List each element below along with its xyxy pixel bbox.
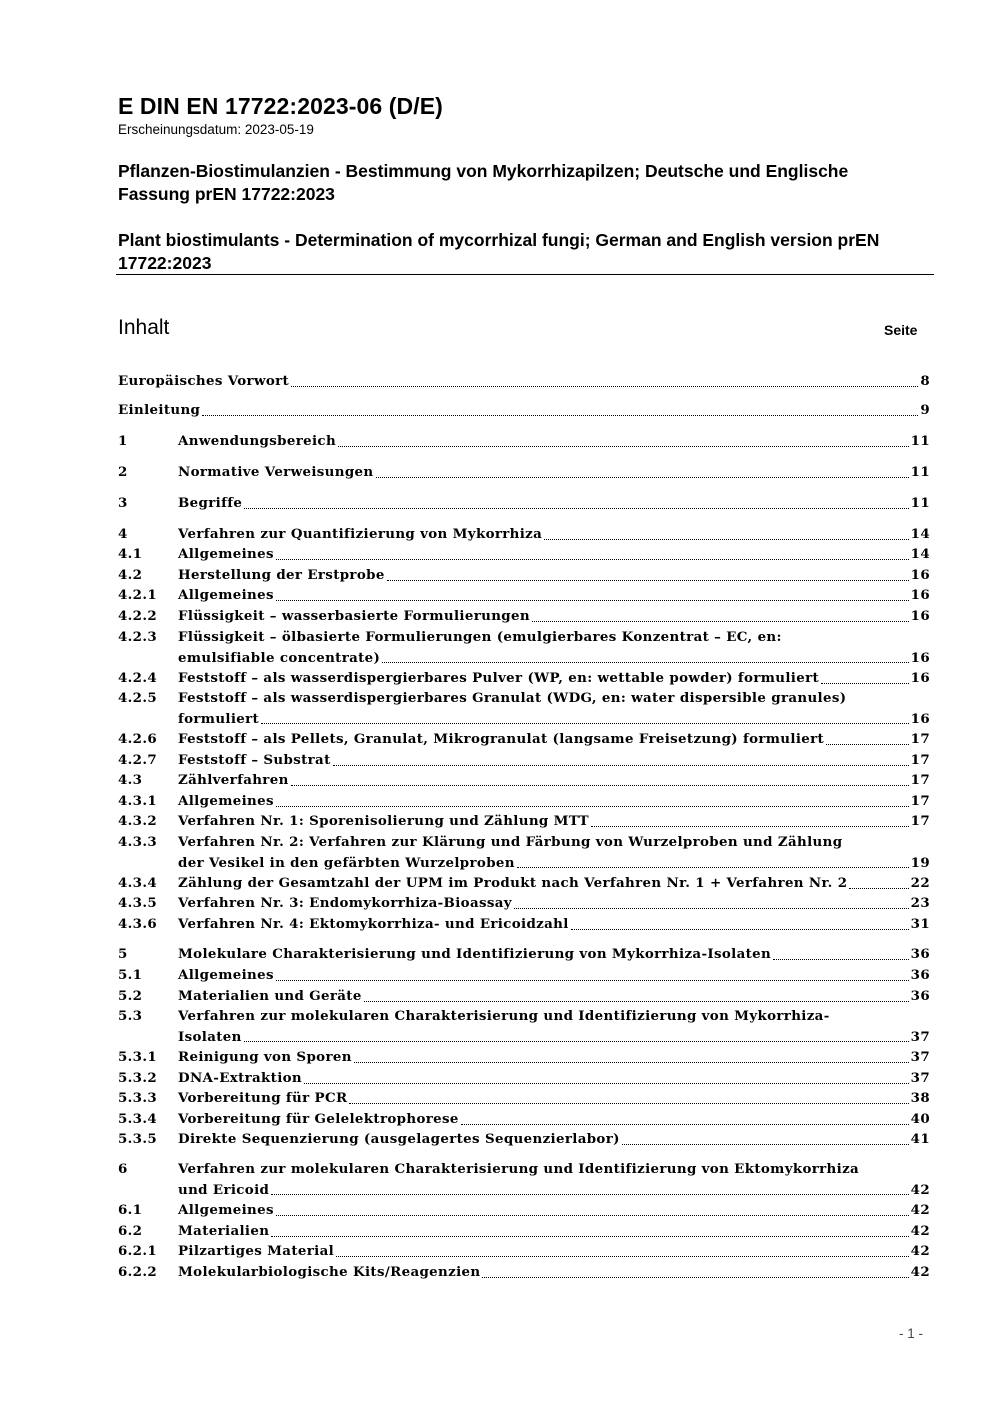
toc-entry-number: 4.2.3	[118, 629, 158, 645]
toc-entry-title: Anwendungsbereich	[178, 433, 337, 449]
toc-leader-dots	[591, 826, 909, 827]
page-number: - 1 -	[899, 1326, 924, 1341]
toc-leader-dots	[244, 1041, 909, 1042]
toc-leader-dots	[304, 1083, 909, 1084]
toc-leader-dots	[333, 765, 909, 766]
toc-entry-number: 5.1	[118, 967, 143, 983]
toc-entry-title: Feststoff – als Pellets, Granulat, Mikrogranulat (langsame Freisetzung) formuliert	[178, 731, 825, 747]
toc-entry-title: Feststoff – als wasserdispergierbares Granulat (WDG, en: water dispersible granules)	[178, 690, 847, 706]
toc-entry-title: Reinigung von Sporen	[178, 1049, 352, 1065]
toc-entry-title: Normative Verweisungen	[178, 464, 374, 480]
toc-leader-dots	[276, 600, 909, 601]
toc-entry-number: 5.3	[118, 1008, 143, 1024]
toc-entry-number: 4.3	[118, 772, 143, 788]
toc-entry-number: 4.2	[118, 567, 143, 583]
toc-leader-dots	[271, 1236, 908, 1237]
toc-entry-title: Direkte Sequenzierung (ausgelagertes Sequenzierlabor)	[178, 1131, 620, 1147]
toc-entry-page: 19	[910, 854, 930, 871]
toc-leader-dots	[826, 744, 909, 745]
toc-leader-dots	[571, 929, 909, 930]
toc-entry-title: Materialien	[178, 1223, 270, 1239]
toc-entry-page: 17	[910, 793, 930, 809]
toc-entry-number: 4.2.6	[118, 731, 158, 747]
toc-entry-page: 36	[910, 967, 930, 983]
toc-entry-title: und Ericoid	[178, 1181, 270, 1198]
toc-entry-page: 16	[910, 587, 930, 603]
toc-entry-title: Pilzartiges Material	[178, 1243, 335, 1259]
toc-entry-page: 16	[910, 710, 930, 727]
toc-entry-title: Verfahren Nr. 3: Endomykorrhiza-Bioassay	[178, 895, 512, 911]
toc-entry-page: 42	[910, 1202, 930, 1218]
toc-entry-title: Allgemeines	[178, 1202, 274, 1218]
toc-leader-dots	[336, 1256, 909, 1257]
toc-entry-page: 16	[910, 670, 930, 686]
toc-entry-title: DNA-Extraktion	[178, 1070, 303, 1086]
document-title: E DIN EN 17722:2023-06 (D/E)	[118, 93, 443, 119]
toc-entry-number: 5.3.4	[118, 1111, 158, 1127]
toc-leader-dots	[276, 980, 909, 981]
toc-leader-dots	[532, 621, 909, 622]
toc-leader-dots	[517, 867, 909, 868]
toc-entry-page: 23	[910, 895, 930, 911]
toc-leader-dots	[244, 508, 908, 509]
toc-entry-page: 41	[910, 1131, 930, 1147]
toc-entry-number: 6	[118, 1161, 128, 1177]
toc-entry-number: 4.2.4	[118, 670, 158, 686]
toc-entry-page: 14	[910, 546, 930, 562]
toc-entry-page: 40	[910, 1111, 930, 1127]
title-german: Pflanzen-Biostimulanzien - Bestimmung von Mykorrhizapilzen; Deutsche und Englische Fassung prEN 17722:2023	[118, 161, 849, 204]
toc-entry-page: 16	[910, 649, 930, 666]
toc-entry-page: 9	[920, 402, 930, 418]
toc-leader-dots	[276, 559, 909, 560]
toc-entry-title: Molekulare Charakterisierung und Identifizierung von Mykorrhiza-Isolaten	[178, 946, 772, 962]
toc-entry-title: Herstellung der Erstprobe	[178, 567, 385, 583]
toc-entry-title: Isolaten	[178, 1028, 242, 1045]
toc-entry-title: Vorbereitung für PCR	[178, 1090, 348, 1106]
toc-leader-dots	[291, 386, 918, 387]
toc-entry-number: 3	[118, 495, 128, 511]
toc-entry-title: Feststoff – Substrat	[178, 752, 331, 768]
toc-leader-dots	[354, 1062, 909, 1063]
toc-entry-title: Verfahren zur molekularen Charakterisierung und Identifizierung von Ektomykorrhiza	[178, 1161, 860, 1177]
toc-entry-title: Allgemeines	[178, 793, 274, 809]
toc-entry-number: 5.3.5	[118, 1131, 158, 1147]
toc-entry-number: 6.2	[118, 1223, 143, 1239]
toc-leader-dots	[387, 580, 909, 581]
toc-entry-page: 42	[910, 1181, 930, 1198]
toc-entry-title: Verfahren Nr. 4: Ektomykorrhiza- und Ericoidzahl	[178, 916, 569, 932]
toc-entry-page: 11	[910, 464, 930, 480]
toc-leader-dots	[376, 477, 909, 478]
toc-leader-dots	[364, 1001, 909, 1002]
toc-entry-page: 36	[910, 988, 930, 1004]
toc-entry-page: 36	[910, 946, 930, 962]
toc-entry-page: 42	[910, 1223, 930, 1239]
toc-entry-page: 17	[910, 731, 930, 747]
toc-entry-title: Feststoff – als wasserdispergierbares Pulver (WP, en: wettable powder) formuliert	[178, 670, 820, 686]
toc-entry-title: Zählverfahren	[178, 772, 289, 788]
toc-entry-number: 5	[118, 946, 128, 962]
toc-entry-page: 17	[910, 772, 930, 788]
toc-entry-title: Zählung der Gesamtzahl der UPM im Produkt nach Verfahren Nr. 1 + Verfahren Nr. 2	[178, 875, 848, 891]
toc-heading: Inhalt	[118, 316, 170, 339]
toc-entry-number: 6.2.2	[118, 1264, 158, 1280]
toc-entry-number: 4.2.5	[118, 690, 158, 706]
toc-entry-page: 16	[910, 608, 930, 624]
toc-entry-page: 14	[910, 526, 930, 542]
toc-entry-number: 4	[118, 526, 128, 542]
toc-leader-dots	[382, 662, 908, 663]
toc-entry-title: Flüssigkeit – ölbasierte Formulierungen (emulgierbares Konzentrat – EC, en:	[178, 629, 782, 645]
toc-leader-dots	[349, 1103, 908, 1104]
toc-entry-number: 6.2.1	[118, 1243, 158, 1259]
toc-entry-page: 42	[910, 1243, 930, 1259]
toc-entry-number: 4.3.5	[118, 895, 158, 911]
toc-entry-title: Einleitung	[118, 402, 201, 418]
toc-entry-number: 4.3.3	[118, 834, 158, 850]
toc-entry-page: 11	[910, 433, 930, 449]
toc-entry-number: 5.3.3	[118, 1090, 158, 1106]
toc-entry-page: 38	[910, 1090, 930, 1106]
toc-entry-title: Europäisches Vorwort	[118, 373, 290, 389]
toc-leader-dots	[338, 446, 909, 447]
toc-entry-page: 16	[910, 567, 930, 583]
toc-entry-title: Verfahren zur molekularen Charakterisierung und Identifizierung von Mykorrhiza-	[178, 1008, 830, 1024]
toc-entry-title: Begriffe	[178, 495, 243, 511]
toc-entry-page: 17	[910, 813, 930, 829]
toc-leader-dots	[622, 1144, 909, 1145]
toc-entry-number: 4.3.2	[118, 813, 158, 829]
toc-entry-title: Allgemeines	[178, 967, 274, 983]
toc-leader-dots	[514, 908, 909, 909]
toc-entry-page: 37	[910, 1049, 930, 1065]
title-english: Plant biostimulants - Determination of mycorrhizal fungi; German and English version prEN 17722:2023	[118, 230, 880, 273]
toc-page-column-label: Seite	[884, 322, 918, 338]
toc-entry-title: emulsifiable concentrate)	[178, 649, 381, 666]
toc-leader-dots	[202, 415, 918, 416]
toc-entry-number: 4.2.7	[118, 752, 158, 768]
toc-entry-title: Verfahren Nr. 1: Sporenisolierung und Zählung MTT	[178, 813, 589, 829]
toc-entry-title: Allgemeines	[178, 546, 274, 562]
toc-entry-number: 4.1	[118, 546, 143, 562]
toc-entry-title: Verfahren zur Quantifizierung von Mykorrhiza	[178, 526, 543, 542]
toc-entry-number: 4.2.1	[118, 587, 158, 603]
toc-entry-title: formuliert	[178, 710, 260, 727]
toc-entry-title: Verfahren Nr. 2: Verfahren zur Klärung und Färbung von Wurzelproben und Zählung	[178, 834, 843, 850]
toc-entry-number: 4.3.1	[118, 793, 158, 809]
toc-entry-number: 4.3.6	[118, 916, 158, 932]
toc-entry-number: 6.1	[118, 1202, 143, 1218]
toc-entry-title: Allgemeines	[178, 587, 274, 603]
toc-entry-page: 37	[910, 1028, 930, 1045]
toc-entry-title: der Vesikel in den gefärbten Wurzelproben	[178, 854, 515, 871]
toc-leader-dots	[849, 888, 908, 889]
toc-leader-dots	[291, 785, 909, 786]
toc-leader-dots	[276, 1215, 909, 1216]
toc-leader-dots	[821, 683, 909, 684]
toc-entry-page: 31	[910, 916, 930, 932]
toc-leader-dots	[271, 1194, 908, 1195]
header-rule	[116, 274, 934, 275]
toc-entry-title: Materialien und Geräte	[178, 988, 362, 1004]
toc-leader-dots	[482, 1277, 908, 1278]
toc-leader-dots	[276, 806, 909, 807]
toc-entry-number: 1	[118, 433, 128, 449]
toc-entry-page: 42	[910, 1264, 930, 1280]
toc-entry-number: 5.2	[118, 988, 143, 1004]
toc-leader-dots	[461, 1124, 909, 1125]
toc-leader-dots	[773, 959, 909, 960]
publication-date: Erscheinungsdatum: 2023-05-19	[118, 122, 314, 137]
toc-entry-number: 5.3.1	[118, 1049, 158, 1065]
toc-entry-page: 8	[920, 373, 930, 389]
toc-entry-number: 5.3.2	[118, 1070, 158, 1086]
toc-leader-dots	[261, 723, 909, 724]
toc-entry-page: 22	[910, 875, 930, 891]
toc-entry-page: 17	[910, 752, 930, 768]
toc-leader-dots	[544, 539, 908, 540]
toc-entry-title: Vorbereitung für Gelelektrophorese	[178, 1111, 459, 1127]
toc-entry-title: Flüssigkeit – wasserbasierte Formulierungen	[178, 608, 530, 624]
toc-entry-page: 11	[910, 495, 930, 511]
toc-entry-number: 2	[118, 464, 128, 480]
toc-entry-page: 37	[910, 1070, 930, 1086]
toc-entry-number: 4.2.2	[118, 608, 158, 624]
toc-entry-title: Molekularbiologische Kits/Reagenzien	[178, 1264, 481, 1280]
toc-entry-number: 4.3.4	[118, 875, 158, 891]
